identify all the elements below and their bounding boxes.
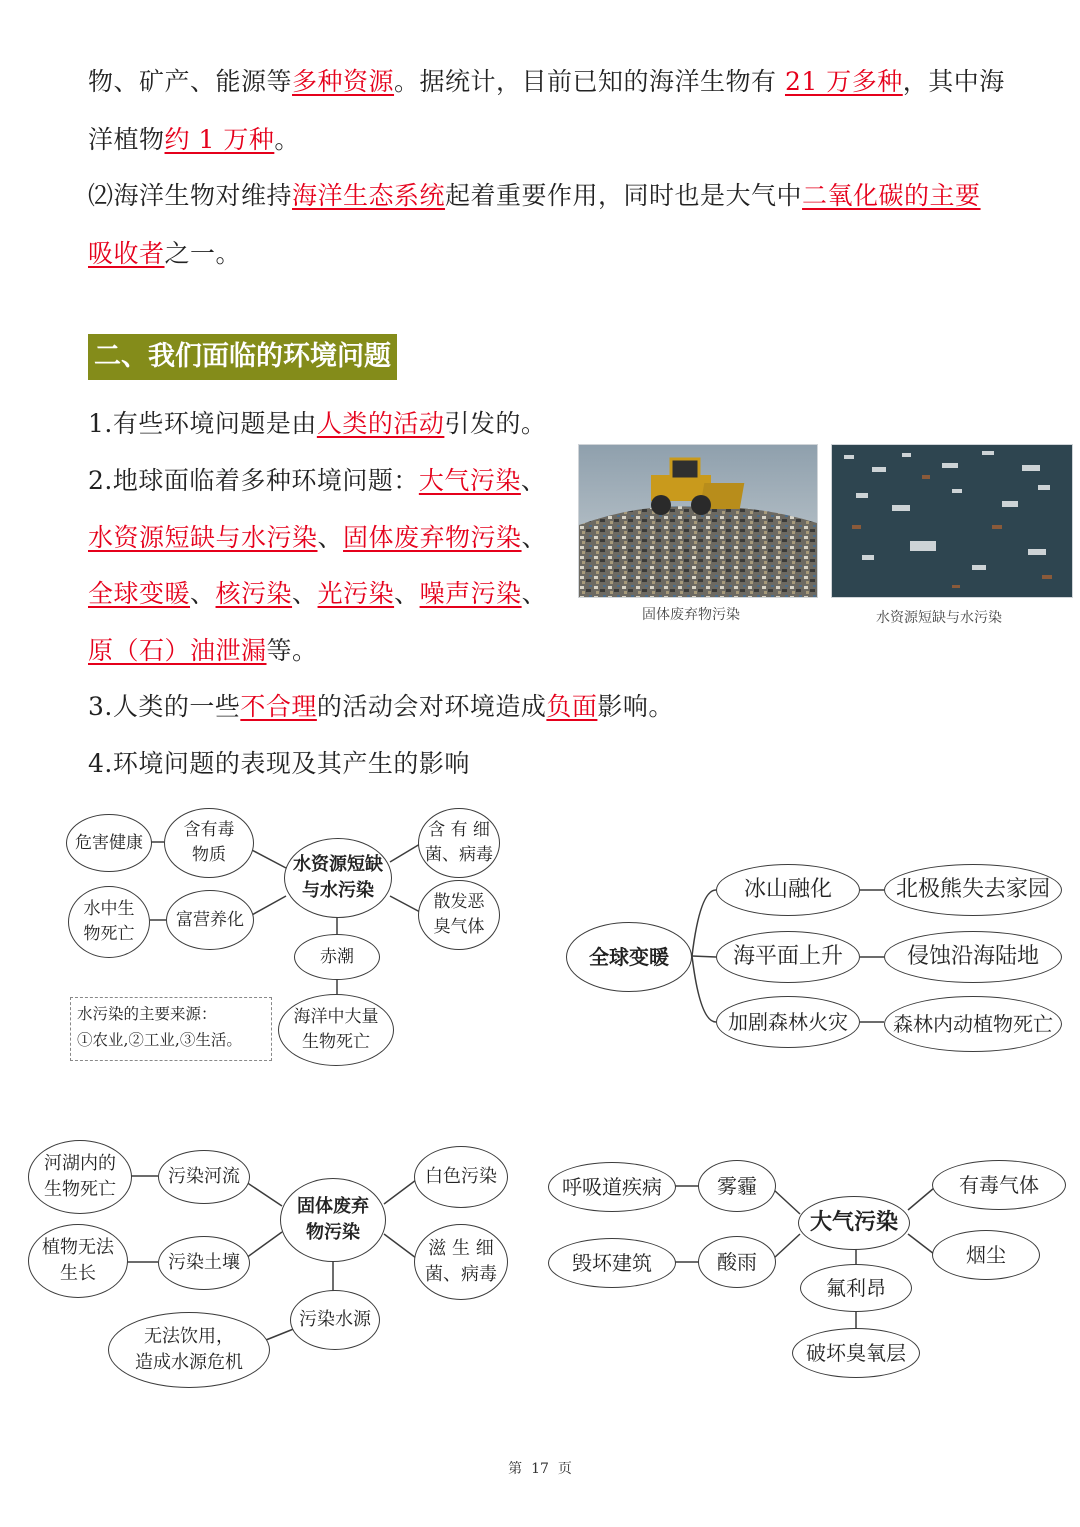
section-title: 二、我们面临的环境问题	[88, 334, 397, 380]
key-term: 吸收者	[88, 239, 165, 268]
node-plant-growth: 植物无法 生长	[28, 1224, 128, 1298]
item-2-line-3: 全球变暖、核污染、光污染、噪声污染、	[88, 579, 548, 608]
item-2-line-1: 2.地球面临着多种环境问题：大气污染、	[88, 466, 547, 495]
node-solid-center: 固体废弃 物污染	[280, 1178, 386, 1262]
water-caption: 水资源短缺与水污染	[876, 610, 1002, 626]
node-acid-rain: 酸雨	[698, 1236, 776, 1288]
key-term: 核污染	[215, 579, 293, 608]
key-term: 噪声污染	[419, 579, 522, 608]
intro-line-3: ⑵海洋生物对维持海洋生态系统起着重要作用，同时也是大气中二氧化碳的主要	[88, 181, 981, 210]
item-3: 3.人类的一些不合理的活动会对环境造成负面影响。	[88, 692, 674, 721]
key-term: 人类的活动	[316, 409, 445, 438]
node-building-damage: 毁坏建筑	[548, 1238, 676, 1288]
key-term: 海洋生态系统	[292, 181, 446, 210]
key-term: 21 万多种	[784, 67, 903, 96]
node-river-pollution: 污染河流	[158, 1150, 250, 1204]
water-pollution-sources-note: 水污染的主要来源： ①农业,②工业,③生活。	[70, 997, 272, 1061]
node-freon: 氟利昂	[800, 1264, 912, 1312]
node-ozone-damage: 破坏臭氧层	[792, 1328, 920, 1378]
node-polar-bear: 北极熊失去家园	[884, 864, 1062, 916]
key-term: 光污染	[317, 579, 395, 608]
key-term: 大气污染	[418, 466, 521, 495]
item-4: 4.环境问题的表现及其产生的影响	[88, 749, 470, 778]
node-ice-melting: 冰山融化	[716, 864, 860, 916]
key-term: 约 1 万种	[164, 125, 275, 154]
key-term: 不合理	[240, 692, 317, 721]
node-coastal-erosion: 侵蚀沿海陆地	[884, 931, 1062, 983]
node-red-tide: 赤潮	[294, 934, 380, 980]
intro-line-1: 物、矿产、能源等多种资源。据统计，目前已知的海洋生物有 21 万多种，其中海	[88, 67, 1005, 96]
key-term: 全球变暖	[88, 579, 191, 608]
node-water-center: 水资源短缺 与水污染	[284, 838, 392, 918]
node-marine-death: 海洋中大量 生物死亡	[278, 994, 394, 1066]
intro-line-2: 洋植物约 1 万种。	[88, 125, 300, 154]
node-air-center: 大气污染	[798, 1196, 910, 1250]
item-2-line-2: 水资源短缺与水污染、固体废弃物污染、	[88, 523, 548, 552]
node-smoke-dust: 烟尘	[932, 1230, 1040, 1280]
node-forest-fire: 加剧森林火灾	[716, 996, 860, 1048]
node-soil-pollution: 污染土壤	[158, 1236, 250, 1290]
key-term: 水资源短缺与水污染	[88, 523, 318, 552]
node-water-crisis: 无法饮用， 造成水源危机	[108, 1312, 270, 1388]
node-white-pollution: 白色污染	[414, 1146, 508, 1208]
page-number: 第 17 页	[508, 1461, 572, 1477]
intro-line-4: 吸收者之一。	[88, 239, 242, 268]
key-term: 原（石）油泄漏	[88, 636, 267, 665]
item-2-line-4: 原（石）油泄漏等。	[88, 636, 318, 665]
node-forest-species-death: 森林内动植物死亡	[884, 996, 1062, 1052]
node-toxic-gas: 有毒气体	[932, 1160, 1066, 1210]
key-term: 固体废弃物污染	[343, 523, 522, 552]
item-1: 1.有些环境问题是由人类的活动引发的。	[88, 409, 547, 438]
node-bacteria-virus: 含 有 细 菌、病毒	[418, 808, 500, 878]
key-term: 二氧化碳的主要	[802, 181, 981, 210]
node-sea-level: 海平面上升	[716, 931, 860, 983]
node-foul-odor: 散发恶 臭气体	[418, 880, 500, 950]
node-haze: 雾霾	[698, 1160, 776, 1212]
node-eutrophication: 富营养化	[166, 890, 254, 950]
key-term: 负面	[546, 692, 598, 721]
node-toxic-substances: 含有毒 物质	[164, 808, 254, 878]
node-warming-center: 全球变暖	[566, 922, 692, 992]
landfill-caption: 固体废弃物污染	[642, 607, 740, 623]
node-respiratory-disease: 呼吸道疾病	[548, 1162, 676, 1212]
node-health-hazard: 危害健康	[66, 814, 152, 872]
node-aquatic-death: 水中生 物死亡	[68, 886, 150, 958]
node-breed-bacteria: 滋 生 细 菌、病毒	[414, 1224, 508, 1300]
key-term: 多种资源	[292, 67, 395, 96]
node-lake-death: 河湖内的 生物死亡	[28, 1140, 132, 1214]
node-water-source-pollution: 污染水源	[290, 1290, 380, 1350]
